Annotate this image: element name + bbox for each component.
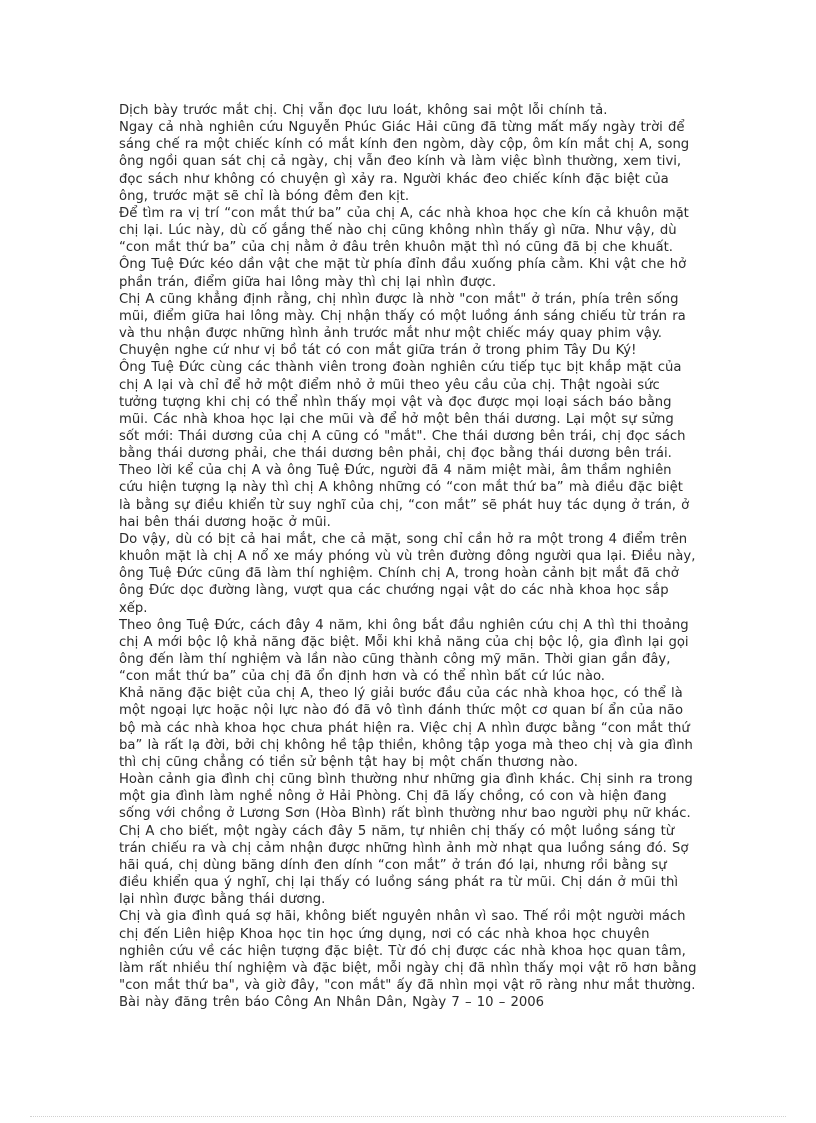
paragraph: Hoàn cảnh gia đình chị cũng bình thường như những gia đình khác. Chị sinh ra trong một gia đình làm nghề nông ở Hải Phòng. Chị đã lấy chồng, có con và hiện đang sống với chồng ở Lương Sơn (Hòa Bình) rất bình thường như bao người phụ nữ khác. [119, 772, 693, 822]
paragraph: Ngay cả nhà nghiên cứu Nguyễn Phúc Giác Hải cũng đã từng mất mấy ngày trời để sáng chế ra một chiếc kính có mắt kính đen ngòm, dày cộp, ôm kín mắt chị A, song ông ngồi quan sát chị cả ngày, chị vẫn đeo kính và làm việc bình thường, xem tivi, đọc sách như không có chuyện gì xảy ra. Người khác đeo chiếc kính đặc biệt của ông, trước mặt sẽ chỉ là bóng đêm đen kịt. [119, 120, 690, 204]
paragraph: Dịch bày trước mắt chị. Chị vẫn đọc lưu loát, không sai một lỗi chính tả. [119, 103, 608, 118]
paragraph: Theo lời kể của chị A và ông Tuệ Đức, người đã 4 năm miệt mài, âm thầm nghiên cứu hiện tượng lạ này thì chị A không những có “con mắt thứ ba” mà điều đặc biệt là bằng sự điều khiển từ suy nghĩ của chị, “con mắt” sẽ phát huy tác dụng ở trán, ở hai bên thái dương hoặc ở mũi. [119, 463, 690, 530]
source-note: Bài này đăng trên báo Công An Nhân Dân, Ngày 7 – 10 – 2006 [119, 995, 545, 1011]
paragraph: Chị A cũng khẳng định rằng, chị nhìn được là nhờ "con mắt" ở trán, phía trên sống mũi, điểm giữa hai lông mày. Chị nhận thấy có một luồng ánh sáng chiếu từ trán ra và thu nhận được những hình ảnh trước mắt như một chiếc máy quay phim vậy. Chuyện nghe cứ như vị bồ tát có con mắt giữa trán ở trong phim Tây Du Ký! [119, 291, 686, 359]
paragraph: Ông Tuệ Đức kéo dần vật che mặt từ phía đỉnh đầu xuống phía cằm. Khi vật che hở phần trán, điểm giữa hai lông mày thì chị lại nhìn được. [119, 257, 687, 290]
paragraph: Do vậy, dù có bịt cả hai mắt, che cả mặt, song chỉ cần hở ra một trong 4 điểm trên khuôn mặt là chị A nổ xe máy phóng vù vù trên đường đông người qua lại. Điều này, ông Tuệ Đức cũng đã làm thí nghiệm. Chính chị A, trong hoàn cảnh bịt mắt đã chở ông Đức dọc đường làng, vượt qua các chướng ngại vật do các nhà khoa học sắp xếp. [119, 531, 696, 616]
page-bottom-divider [30, 1116, 786, 1117]
paragraph: Ông Tuệ Đức cùng các thành viên trong đoàn nghiên cứu tiếp tục bịt khắp mặt của chị A lại và chỉ để hở một điểm nhỏ ở mũi theo yêu cầu của chị. Thật ngoài sức tưởng tượng khi chị có thể nhìn thấy mọi vật và đọc được mọi loại sách báo bằng mũi. Các nhà khoa học lại che mũi và để hở một bên thái dương. Lại một sự sửng sốt mới: Thái dương của chị A cũng có "mắt". Che thái dương bên trái, chị đọc sách bằng thái dương phải, che thái dương bên phải, chị đọc bằng thái dương bên trái. [119, 360, 686, 462]
paragraph: Để tìm ra vị trí “con mắt thứ ba” của chị A, các nhà khoa học che kín cả khuôn mặt chị lại. Lúc này, dù cố gắng thế nào chị cũng không nhìn thấy gì nữa. Như vậy, dù “con mắt thứ ba” của chị nằm ở đâu trên khuôn mặt thì nó cũng đã bị che khuất. [119, 205, 689, 256]
paragraph: Theo ông Tuệ Đức, cách đây 4 năm, khi ông bắt đầu nghiên cứu chị A thì thi thoảng chị A mới bộc lộ khả năng đặc biệt. Mỗi khi khả năng của chị bộc lộ, gia đình lại gọi ông đến làm thí nghiệm và lần nào cũng thành công mỹ mãn. Thời gian gần đây, “con mắt thứ ba” của chị đã ổn định hơn và có thể nhìn bất cứ lúc nào. [119, 617, 689, 685]
article-body [119, 102, 697, 1011]
paragraph: Chị và gia đình quá sợ hãi, không biết nguyên nhân vì sao. Thế rồi một người mách chị đến Liên hiệp Khoa học tin học ứng dụng, nơi có các nhà khoa học chuyên nghiên cứu về các hiện tượng đặc biệt. Từ đó chị được các nhà khoa học quan tâm, làm rất nhiều thí nghiệm và đặc biệt, mỗi ngày chị đã nhìn thấy mọi vật rõ hơn bằng "con mắt thứ ba", và giờ đây, "con mắt" ấy đã nhìn mọi vật rõ ràng như mắt thường. [119, 909, 697, 993]
paragraph: Chị A cho biết, một ngày cách đây 5 năm, tự nhiên chị thấy có một luồng sáng từ trán chiếu ra và chị cảm nhận được những hình ảnh mờ nhạt qua luồng sáng đó. Sợ hãi quá, chị dùng băng dính đen dính “con mắt” ở trán đó lại, nhưng rồi bằng sự điều khiển qua ý nghĩ, chị lại thấy có luồng sáng phát ra từ mũi. Chị dán ở mũi thì lại nhìn được bằng thái dương. [119, 823, 689, 908]
paragraph: Khả năng đặc biệt của chị A, theo lý giải bước đầu của các nhà khoa học, có thể là một ngoại lực hoặc nội lực nào đó đã vô tình đánh thức một cơ quan bí ẩn của não bộ mà các nhà khoa học chưa phát hiện ra. Việc chị A nhìn được bằng “con mắt thứ ba” là rất lạ đời, bởi chị không hề tập thiền, không tập yoga mà theo chị và gia đình thì chị cũng chẳng có tiền sử bệnh tật hay bị một chấn thương nào. [119, 686, 693, 770]
